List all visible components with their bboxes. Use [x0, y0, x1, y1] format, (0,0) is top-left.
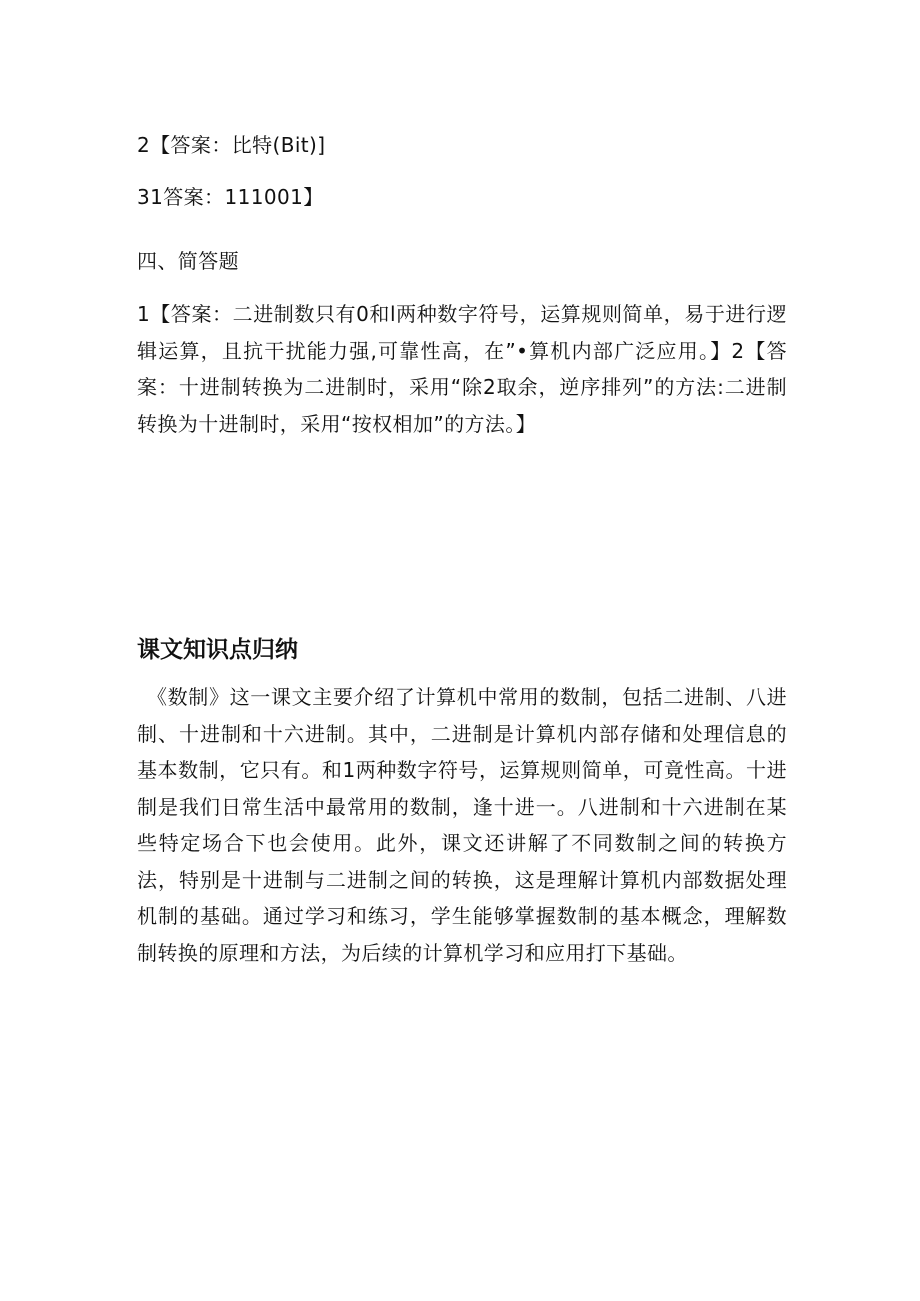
fill-answer-2: 2【答案：比特(Bit)]: [137, 133, 326, 157]
fill-answer-3: 31答案：111001】: [137, 185, 324, 209]
section-title-short-answer: 四、简答题: [137, 249, 239, 273]
summary-paragraph: 《数制》这一课文主要介绍了计算机中常用的数制，包括二进制、八进制、十进制和十六进制。其中，二进制是计算机内部存储和处理信息的基本数制，它只有。和1两种数字符号，运算规则简单，可竟性高。十进制是我们日常生活中最常用的数制，逢十进一。八进制和十六进制在某些特定场合下也会使用。此外，课文还讲解了不同数制之间的转换方法，特别是十进制与二进制之间的转换，这是理解计算机内部数据处理机制的基础。通过学习和练习，学生能够掌握数制的基本概念，理解数制转换的原理和方法，为后续的计算机学习和应用打下基础。: [137, 685, 787, 965]
short-answer-paragraph: 1【答案：二进制数只有0和l两种数字符号，运算规则简单，易于进行逻辑运算，且抗干扰能力强,可靠性高，在”•算机内部广泛应用。】2【答案：十进制转换为二进制时，采用“除2取余，逆序排列”的方法:二进制转换为十进制时，采用“按权相加”的方法。】: [137, 302, 787, 436]
summary-heading: 课文知识点归纳: [137, 637, 298, 663]
